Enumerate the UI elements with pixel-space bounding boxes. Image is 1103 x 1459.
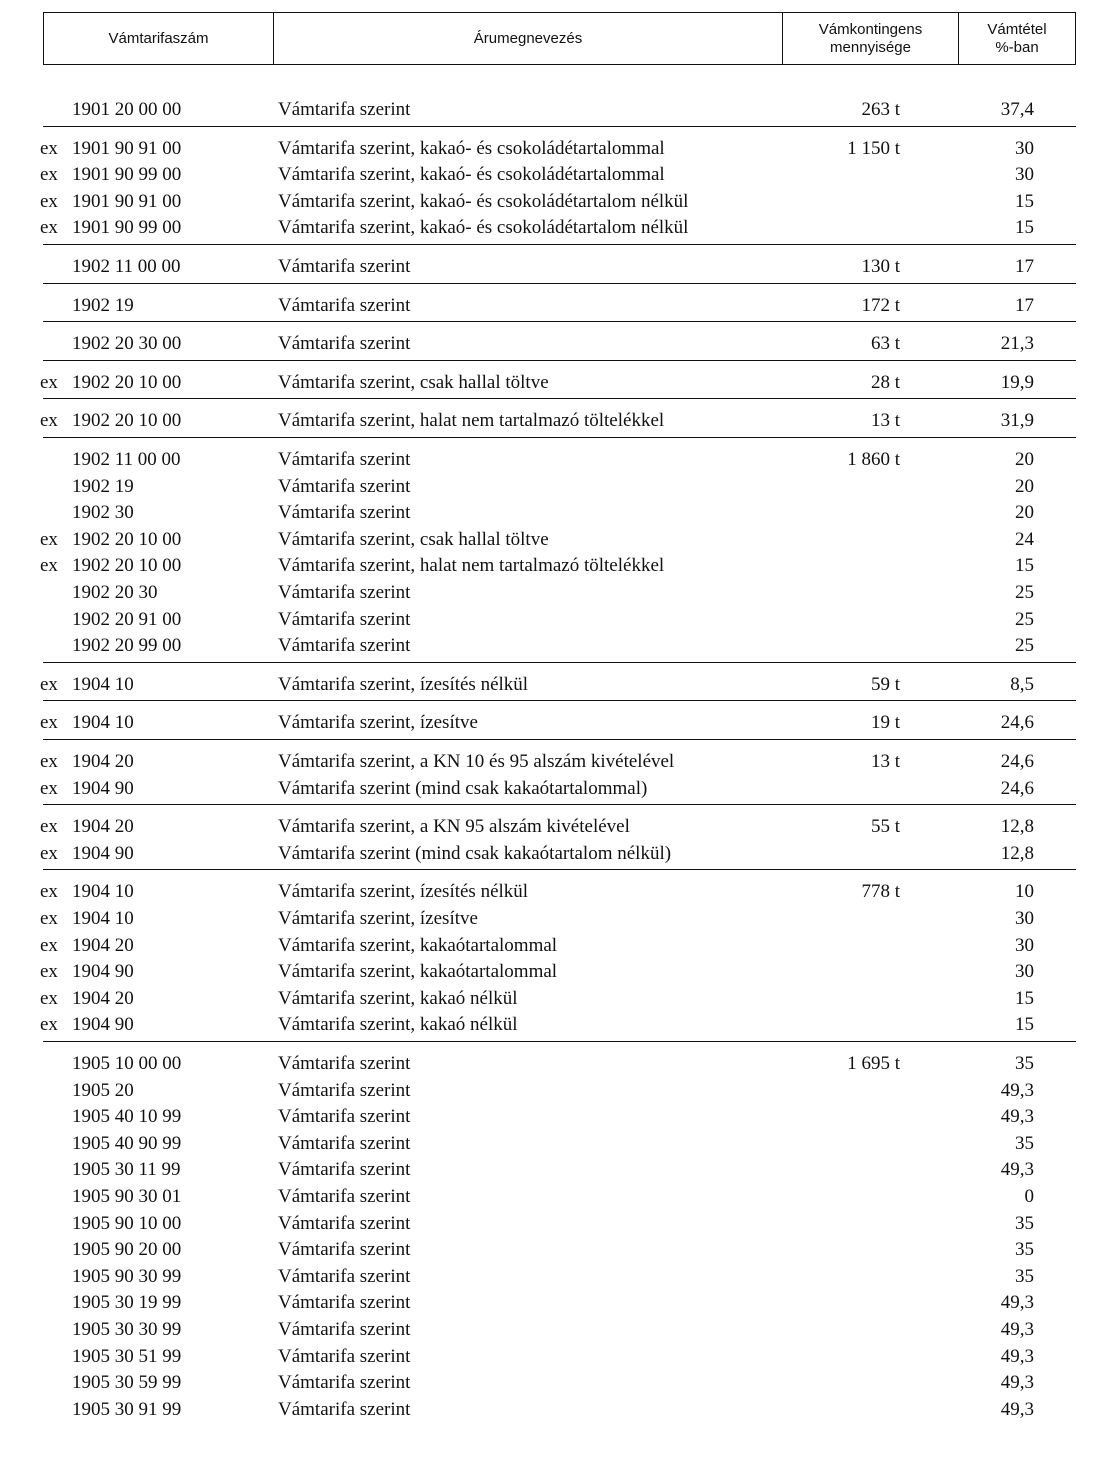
duty-rate: 49,3	[1000, 1106, 1034, 1128]
tariff-number: 1904 90	[72, 1014, 134, 1036]
duty-rate: 49,3	[1000, 1159, 1034, 1181]
duty-rate: 21,3	[1000, 333, 1034, 355]
tariff-number: 1905 30 11 99	[72, 1159, 181, 1181]
goods-description: Vámtarifa szerint	[278, 256, 411, 277]
goods-description: Vámtarifa szerint, kakaó- és csokoládétartalommal	[278, 137, 665, 159]
table-row	[0, 878, 1103, 905]
table-row	[0, 748, 1103, 775]
table-row	[0, 1369, 1103, 1396]
table-row	[0, 1210, 1103, 1237]
duty-rate: 20	[1015, 449, 1034, 470]
tariff-number: 1904 20	[72, 934, 134, 956]
goods-description: Vámtarifa szerint	[278, 1132, 411, 1154]
quota-quantity: 63 t	[870, 333, 900, 355]
goods-description: Vámtarifa szerint	[278, 635, 411, 657]
duty-rate: 15	[1015, 217, 1034, 239]
table-row	[0, 188, 1103, 215]
duty-rate: 30	[1015, 908, 1034, 929]
tariff-number: 1902 20 10 00	[72, 371, 182, 393]
tariff-number: 1905 90 10 00	[72, 1212, 182, 1234]
table-row	[0, 985, 1103, 1012]
tariff-number: 1904 90	[72, 842, 134, 864]
tariff-number: 1902 19	[72, 294, 134, 316]
table-row	[0, 958, 1103, 985]
ex-prefix: ex	[40, 190, 58, 212]
table-row	[0, 1050, 1103, 1077]
goods-description: Vámtarifa szerint (mind csak kakaótartalom nélkül)	[278, 842, 672, 864]
tariff-number: 1905 30 59 99	[72, 1372, 182, 1394]
goods-description: Vámtarifa szerint	[278, 502, 411, 524]
tariff-number: 1902 20 10 00	[72, 555, 182, 577]
duty-rate: 35	[1015, 1212, 1034, 1234]
duty-rate: 15	[1015, 1014, 1034, 1036]
header-duty-rate-label: Vámtétel %-ban	[987, 20, 1047, 56]
tariff-number: 1905 90 30 99	[72, 1265, 182, 1287]
goods-description: Vámtarifa szerint, csak hallal töltve	[278, 371, 549, 393]
quota-quantity: 28 t	[870, 371, 900, 393]
ex-prefix: ex	[40, 137, 58, 159]
table-row	[0, 135, 1103, 162]
goods-description: Vámtarifa szerint, ízesítés nélkül	[278, 673, 529, 695]
ex-prefix: ex	[40, 777, 58, 799]
duty-rate: 15	[1015, 190, 1034, 212]
goods-description: Vámtarifa szerint	[278, 99, 411, 120]
tariff-number: 1905 30 30 99	[72, 1319, 182, 1340]
table-row	[0, 253, 1103, 280]
tariff-number: 1904 10	[72, 712, 134, 734]
ex-prefix: ex	[40, 712, 58, 734]
table-row	[0, 1263, 1103, 1290]
duty-rate: 8,5	[1010, 673, 1034, 695]
table-row	[0, 369, 1103, 396]
goods-description: Vámtarifa szerint, kakaó nélkül	[278, 1014, 518, 1036]
goods-description: Vámtarifa szerint, ízesítés nélkül	[278, 881, 529, 903]
duty-rate: 15	[1015, 987, 1034, 1009]
table-row	[0, 932, 1103, 959]
duty-rate: 17	[1015, 294, 1034, 316]
duty-rate: 25	[1015, 582, 1034, 603]
tariff-number: 1902 20 10 00	[72, 528, 182, 550]
table-row	[0, 1316, 1103, 1343]
tariff-number: 1905 90 20 00	[72, 1239, 182, 1261]
goods-description: Vámtarifa szerint, a KN 10 és 95 alszám kivételével	[278, 751, 675, 772]
table-row	[0, 1130, 1103, 1157]
goods-description: Vámtarifa szerint, a KN 95 alszám kivételével	[278, 816, 630, 838]
ex-prefix: ex	[40, 217, 58, 239]
goods-description: Vámtarifa szerint	[278, 582, 411, 603]
table-row	[0, 96, 1103, 123]
duty-rate: 24,6	[1000, 751, 1034, 772]
tariff-number: 1902 11 00 00	[72, 449, 181, 470]
duty-rate: 20	[1015, 502, 1034, 524]
tariff-number: 1901 90 99 00	[72, 164, 182, 186]
goods-description: Vámtarifa szerint (mind csak kakaótartalommal)	[278, 777, 648, 799]
quota-quantity: 55 t	[870, 816, 900, 838]
ex-prefix: ex	[40, 164, 58, 186]
duty-rate: 30	[1015, 961, 1034, 983]
duty-rate: 24,6	[1000, 712, 1034, 734]
quota-quantity: 13 t	[870, 410, 900, 432]
ex-prefix: ex	[40, 816, 58, 838]
tariff-number: 1902 19	[72, 475, 134, 497]
duty-rate: 49,3	[1000, 1319, 1034, 1340]
tariff-number: 1902 20 10 00	[72, 410, 182, 432]
goods-description: Vámtarifa szerint	[278, 1159, 411, 1181]
table-row	[0, 813, 1103, 840]
header-goods-description: Árumegnevezés	[274, 13, 783, 64]
table-row	[0, 330, 1103, 357]
goods-description: Vámtarifa szerint, kakaó nélkül	[278, 987, 518, 1009]
table-row	[0, 473, 1103, 500]
quota-quantity: 263 t	[861, 99, 900, 120]
tariff-number: 1902 20 91 00	[72, 608, 182, 630]
tariff-number: 1902 20 99 00	[72, 635, 182, 657]
quota-quantity: 778 t	[861, 881, 900, 903]
table-row	[0, 499, 1103, 526]
duty-rate: 25	[1015, 635, 1034, 657]
table-row	[0, 775, 1103, 802]
goods-description: Vámtarifa szerint, kakaó- és csokoládétartalom nélkül	[278, 190, 689, 212]
goods-description: Vámtarifa szerint	[278, 1239, 411, 1261]
tariff-number: 1904 10	[72, 881, 134, 903]
tariff-number: 1905 20	[72, 1079, 134, 1101]
group-separator	[43, 126, 1076, 127]
goods-description: Vámtarifa szerint	[278, 1398, 411, 1420]
goods-description: Vámtarifa szerint	[278, 1319, 411, 1340]
quota-quantity: 1 860 t	[847, 449, 900, 470]
duty-rate: 24	[1015, 528, 1034, 550]
ex-prefix: ex	[40, 1014, 58, 1036]
goods-description: Vámtarifa szerint, ízesítve	[278, 908, 478, 929]
duty-rate: 37,4	[1000, 99, 1034, 120]
goods-description: Vámtarifa szerint, ízesítve	[278, 712, 478, 734]
group-separator	[43, 804, 1076, 805]
group-separator	[43, 437, 1076, 438]
ex-prefix: ex	[40, 410, 58, 432]
ex-prefix: ex	[40, 751, 58, 772]
goods-description: Vámtarifa szerint, halat nem tartalmazó töltelékkel	[278, 555, 665, 577]
table-row	[0, 407, 1103, 434]
group-separator	[43, 244, 1076, 245]
group-separator	[43, 869, 1076, 870]
table-row	[0, 552, 1103, 579]
tariff-number: 1905 30 19 99	[72, 1292, 182, 1314]
tariff-number: 1901 90 91 00	[72, 190, 182, 212]
goods-description: Vámtarifa szerint	[278, 1106, 411, 1128]
duty-rate: 24,6	[1000, 777, 1034, 799]
tariff-number: 1904 20	[72, 816, 134, 838]
quota-quantity: 1 695 t	[847, 1053, 900, 1074]
table-row	[0, 1236, 1103, 1263]
tariff-number: 1904 20	[72, 751, 134, 772]
goods-description: Vámtarifa szerint, kakaótartalommal	[278, 934, 558, 956]
quota-quantity: 13 t	[870, 751, 900, 772]
table-row	[0, 1077, 1103, 1104]
goods-description: Vámtarifa szerint	[278, 475, 411, 497]
duty-rate: 49,3	[1000, 1398, 1034, 1420]
header-quota-quantity-label: Vámkontingens mennyisége	[818, 20, 923, 56]
tariff-number: 1905 40 90 99	[72, 1132, 182, 1154]
tariff-number: 1904 10	[72, 673, 134, 695]
duty-rate: 35	[1015, 1053, 1034, 1074]
ex-prefix: ex	[40, 881, 58, 903]
duty-rate: 49,3	[1000, 1079, 1034, 1101]
goods-description: Vámtarifa szerint, csak hallal töltve	[278, 528, 549, 550]
goods-description: Vámtarifa szerint	[278, 608, 411, 630]
group-separator	[43, 398, 1076, 399]
goods-description: Vámtarifa szerint, kakaó- és csokoládétartalommal	[278, 164, 665, 186]
tariff-number: 1905 40 10 99	[72, 1106, 182, 1128]
table-row	[0, 1396, 1103, 1423]
tariff-number: 1905 90 30 01	[72, 1186, 182, 1207]
tariff-number: 1905 30 51 99	[72, 1345, 182, 1367]
table-row	[0, 161, 1103, 188]
goods-description: Vámtarifa szerint, kakaótartalommal	[278, 961, 558, 983]
duty-rate: 12,8	[1000, 816, 1034, 838]
goods-description: Vámtarifa szerint	[278, 1345, 411, 1367]
group-separator	[43, 739, 1076, 740]
ex-prefix: ex	[40, 908, 58, 929]
goods-description: Vámtarifa szerint	[278, 449, 411, 470]
duty-rate: 0	[1024, 1186, 1034, 1207]
tariff-number: 1905 10 00 00	[72, 1053, 182, 1074]
goods-description: Vámtarifa szerint	[278, 1372, 411, 1394]
goods-description: Vámtarifa szerint	[278, 1292, 411, 1314]
goods-description: Vámtarifa szerint	[278, 1212, 411, 1234]
quota-quantity: 172 t	[861, 294, 900, 316]
duty-rate: 17	[1015, 256, 1034, 277]
header-tariff-number: Vámtarifaszám	[44, 13, 274, 64]
duty-rate: 49,3	[1000, 1345, 1034, 1367]
goods-description: Vámtarifa szerint	[278, 1265, 411, 1287]
table-row	[0, 1103, 1103, 1130]
duty-rate: 35	[1015, 1239, 1034, 1261]
duty-rate: 15	[1015, 555, 1034, 577]
table-row	[0, 526, 1103, 553]
duty-rate: 35	[1015, 1265, 1034, 1287]
tariff-number: 1904 90	[72, 777, 134, 799]
duty-rate: 25	[1015, 608, 1034, 630]
group-separator	[43, 662, 1076, 663]
group-separator	[43, 700, 1076, 701]
tariff-number: 1902 11 00 00	[72, 256, 181, 277]
group-separator	[43, 360, 1076, 361]
ex-prefix: ex	[40, 987, 58, 1009]
ex-prefix: ex	[40, 528, 58, 550]
tariff-number: 1904 20	[72, 987, 134, 1009]
goods-description: Vámtarifa szerint	[278, 1053, 411, 1074]
goods-description: Vámtarifa szerint	[278, 294, 411, 316]
goods-description: Vámtarifa szerint, halat nem tartalmazó töltelékkel	[278, 410, 665, 432]
duty-rate: 31,9	[1000, 410, 1034, 432]
ex-prefix: ex	[40, 371, 58, 393]
table-row	[0, 1156, 1103, 1183]
ex-prefix: ex	[40, 673, 58, 695]
duty-rate: 20	[1015, 475, 1034, 497]
tariff-number: 1902 30	[72, 502, 134, 524]
table-row	[0, 292, 1103, 319]
goods-description: Vámtarifa szerint	[278, 1079, 411, 1101]
tariff-number: 1901 90 91 00	[72, 137, 182, 159]
group-separator	[43, 283, 1076, 284]
duty-rate: 49,3	[1000, 1292, 1034, 1314]
duty-rate: 49,3	[1000, 1372, 1034, 1394]
quota-quantity: 130 t	[861, 256, 900, 277]
duty-rate: 30	[1015, 137, 1034, 159]
quota-quantity: 19 t	[870, 712, 900, 734]
group-separator	[43, 321, 1076, 322]
goods-description: Vámtarifa szerint	[278, 333, 411, 355]
goods-description: Vámtarifa szerint	[278, 1186, 411, 1207]
table-row	[0, 1343, 1103, 1370]
duty-rate: 10	[1015, 881, 1034, 903]
table-row	[0, 1011, 1103, 1038]
goods-description: Vámtarifa szerint, kakaó- és csokoládétartalom nélkül	[278, 217, 689, 239]
duty-rate: 30	[1015, 934, 1034, 956]
tariff-number: 1905 30 91 99	[72, 1398, 182, 1420]
table-row	[0, 1289, 1103, 1316]
table-row	[0, 671, 1103, 698]
ex-prefix: ex	[40, 842, 58, 864]
duty-rate: 12,8	[1000, 842, 1034, 864]
ex-prefix: ex	[40, 555, 58, 577]
tariff-number: 1904 90	[72, 961, 134, 983]
group-separator	[43, 1041, 1076, 1042]
tariff-number: 1902 20 30	[72, 582, 158, 603]
tariff-number: 1901 90 99 00	[72, 217, 182, 239]
tariff-number: 1904 10	[72, 908, 134, 929]
table-row	[0, 709, 1103, 736]
duty-rate: 30	[1015, 164, 1034, 186]
tariff-number: 1901 20 00 00	[72, 99, 182, 120]
table-row	[0, 214, 1103, 241]
table-row	[0, 446, 1103, 473]
table-row	[0, 632, 1103, 659]
quota-quantity: 1 150 t	[847, 137, 900, 159]
ex-prefix: ex	[40, 961, 58, 983]
table-row	[0, 840, 1103, 867]
quota-quantity: 59 t	[870, 673, 900, 695]
tariff-number: 1902 20 30 00	[72, 333, 182, 355]
table-row	[0, 579, 1103, 606]
table-row	[0, 905, 1103, 932]
table-row	[0, 1183, 1103, 1210]
duty-rate: 35	[1015, 1132, 1034, 1154]
ex-prefix: ex	[40, 934, 58, 956]
duty-rate: 19,9	[1000, 371, 1034, 393]
table-row	[0, 606, 1103, 633]
